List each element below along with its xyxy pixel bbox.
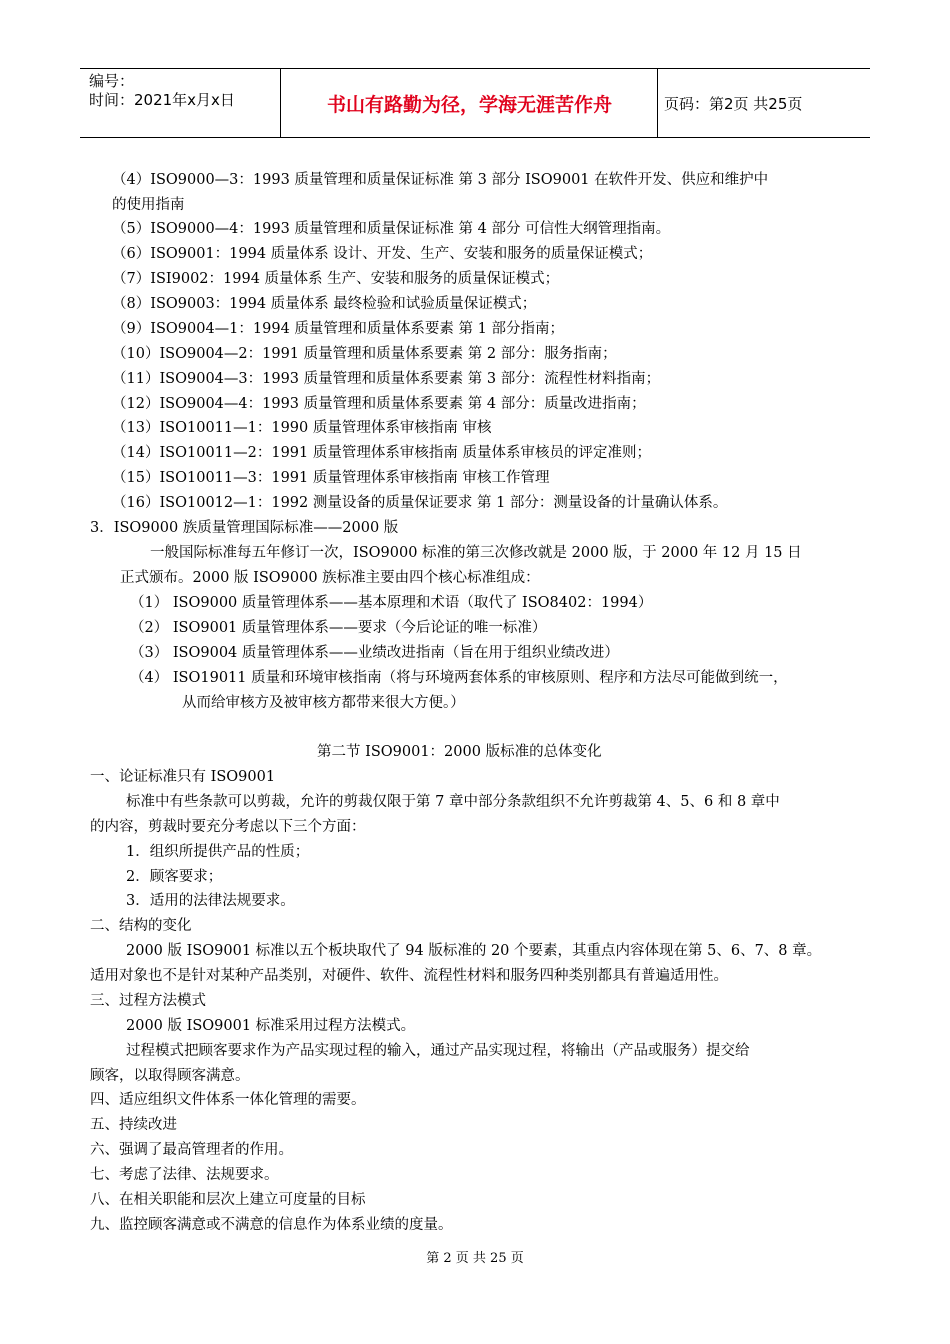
section-heading: 九、监控顾客满意或不满意的信息作为体系业绩的度量。 <box>90 1217 453 1233</box>
section-heading: 3．ISO9000 族质量管理国际标准——2000 版 <box>90 520 399 536</box>
body-line: 过程模式把顾客要求作为产品实现过程的输入，通过产品实现过程，将输出（产品或服务）提交给 <box>126 1043 750 1059</box>
list-item: 1．组织所提供产品的性质； <box>126 844 310 860</box>
header-page-cell <box>664 69 870 137</box>
list-item: （1） ISO9000 质量管理体系——基本原理和术语（取代了 ISO8402：1994） <box>130 595 653 611</box>
body-line: 正式颁布。2000 版 ISO9000 族标准主要由四个核心标准组成： <box>120 570 540 586</box>
body-line: （11）ISO9004—3：1993 质量管理和质量体系要素 第 3 部分：流程性材料指南； <box>112 371 661 387</box>
document-number-label: 编号： <box>89 72 135 90</box>
body-line: （7）ISI9002：1994 质量体系 生产、安装和服务的质量保证模式； <box>112 271 560 287</box>
list-item: 3．适用的法律法规要求。 <box>126 893 295 909</box>
body-line: （15）ISO10011—3：1991 质量管理体系审核指南 审核工作管理 <box>112 470 550 486</box>
body-line: 一般国际标准每五年修订一次，ISO9000 标准的第三次修改就是 2000 版，于 2000 年 12 月 15 日 <box>150 545 802 561</box>
body-line: （4）ISO9000—3：1993 质量管理和质量保证标准 第 3 部分 ISO9001 在软件开发、供应和维护中 <box>112 172 769 188</box>
page-header-table <box>80 68 870 138</box>
body-line: （9）ISO9004—1：1994 质量管理和质量体系要素 第 1 部分指南； <box>112 321 564 337</box>
body-line: （8）ISO9003：1994 质量体系 最终检验和试验质量保证模式； <box>112 296 537 312</box>
header-page-label: 页码：第2页 共25页 <box>664 94 803 113</box>
body-line: 的内容，剪裁时要充分考虑以下三个方面： <box>90 819 366 835</box>
header-info-cell <box>80 69 281 137</box>
body-line: （6）ISO9001：1994 质量体系 设计、开发、生产、安装和服务的质量保证模式； <box>112 246 653 262</box>
body-line: （5）ISO9000—4：1993 质量管理和质量保证标准 第 4 部分 可信性大纲管理指南。 <box>112 221 671 237</box>
document-date-label: 时间：2021年x月x日 <box>89 91 235 109</box>
section-heading: 四、适应组织文件体系一体化管理的需要。 <box>90 1092 366 1108</box>
section-heading: 三、过程方法模式 <box>90 993 206 1009</box>
body-line: 的使用指南 <box>112 197 185 213</box>
section-heading: 八、在相关职能和层次上建立可度量的目标 <box>90 1192 366 1208</box>
section-heading: 七、考虑了法律、法规要求。 <box>90 1167 279 1183</box>
list-item: （3） ISO9004 质量管理体系——业绩改进指南（旨在用于组织业绩改进） <box>130 645 619 661</box>
section-heading: 五、持续改进 <box>90 1117 177 1133</box>
section-heading: 二、结构的变化 <box>90 918 192 934</box>
page-footer: 第 2 页 共 25 页 <box>426 1251 524 1266</box>
list-item: 2．顾客要求； <box>126 869 223 885</box>
section-title: 第二节 ISO9001：2000 版标准的总体变化 <box>317 744 602 760</box>
body-line: 顾客，以取得顾客满意。 <box>90 1068 250 1084</box>
header-motto: 书山有路勤为径，学海无涯苦作舟 <box>326 93 612 116</box>
body-line: 适用对象也不是针对某种产品类别，对硬件、软件、流程性材料和服务四种类别都具有普遍适用性。 <box>90 968 728 984</box>
body-line: （16）ISO10012—1：1992 测量设备的质量保证要求 第 1 部分：测量设备的计量确认体系。 <box>112 495 728 511</box>
body-line: （10）ISO9004—2：1991 质量管理和质量体系要素 第 2 部分：服务指南； <box>112 346 617 362</box>
header-motto-cell <box>282 69 658 137</box>
list-item: （2） ISO9001 质量管理体系——要求（今后论证的唯一标准） <box>130 620 547 636</box>
body-line: （13）ISO10011—1：1990 质量管理体系审核指南 审核 <box>112 420 492 436</box>
list-item: （4） ISO19011 质量和环境审核指南（将与环境两套体系的审核原则、程序和方法尽可能做到统一， <box>130 670 788 686</box>
body-line: （12）ISO9004—4：1993 质量管理和质量体系要素 第 4 部分：质量改进指南； <box>112 396 646 412</box>
body-line: 从而给审核方及被审核方都带来很大方便。） <box>182 695 465 711</box>
section-heading: 一、论证标准只有 ISO9001 <box>90 769 276 785</box>
body-line: 标准中有些条款可以剪裁，允许的剪裁仅限于第 7 章中部分条款组织不允许剪裁第 4、5、6 和 8 章中 <box>126 794 780 810</box>
body-line: 2000 版 ISO9001 标准采用过程方法模式。 <box>126 1018 416 1034</box>
body-line: 2000 版 ISO9001 标准以五个板块取代了 94 版标准的 20 个要素，其重点内容体现在第 5、6、7、8 章。 <box>126 943 822 959</box>
section-heading: 六、强调了最高管理者的作用。 <box>90 1142 293 1158</box>
body-line: （14）ISO10011—2：1991 质量管理体系审核指南 质量体系审核员的评定准则； <box>112 445 651 461</box>
